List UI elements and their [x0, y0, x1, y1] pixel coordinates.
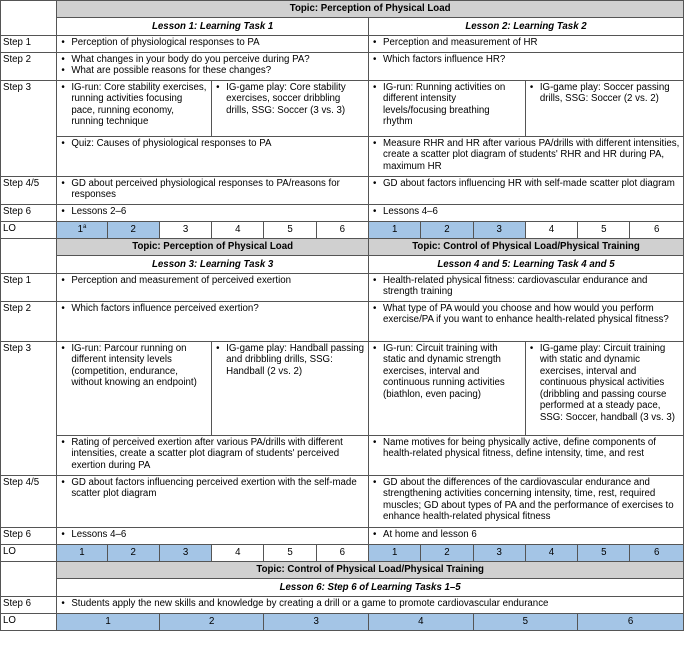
lo-cell: 5 [264, 222, 316, 239]
lo-label: LO [1, 545, 57, 562]
lo-cell: 6 [316, 222, 368, 239]
lo-cell: 4 [525, 545, 577, 562]
step-cell: • IG-game play: Core stability exercises, soccer dribbling drills, SSG: Soccer (3 vs. 3) [212, 81, 369, 137]
lo-cell: 6 [578, 614, 684, 631]
step-cell: • IG-run: Core stability exercises, running activities focusing pace, running economy, running technique [57, 81, 212, 137]
step-cell: • Perception and measurement of perceived exertion [57, 274, 369, 302]
step-label: Step 4/5 [1, 476, 57, 528]
step-cell: • At home and lesson 6 [369, 528, 684, 545]
lo-cell: 6 [630, 545, 684, 562]
lo-label: LO [1, 614, 57, 631]
step-label: Step 6 [1, 528, 57, 545]
lesson-title: Lesson 6: Step 6 of Learning Tasks 1–5 [57, 579, 684, 597]
lo-cell: 4 [212, 545, 264, 562]
step-cell: • Rating of perceived exertion after various PA/drills with different intensities, create a scatter plot diagram of students' perceived exertion during PA [57, 436, 369, 476]
step-cell: • GD about the differences of the cardiovascular endurance and strengthening activities concerning intensity, time, rest, required muscles; GD about types of PA and the performance of exercises to enhance health-related physical fitness [369, 476, 684, 528]
lo-cell: 1 [57, 545, 107, 562]
lo-cell: 1$^a$ [57, 222, 107, 239]
lo-cell: 5 [578, 222, 630, 239]
lo-cell: 3 [159, 222, 211, 239]
step-cell: • GD about perceived physiological responses to PA/reasons for responses [57, 177, 369, 205]
lo-cell: 3 [159, 545, 211, 562]
lo-cell: 1 [369, 545, 421, 562]
step-cell: • What type of PA would you choose and how would you perform exercise/PA if you want to enhance health-related physical fitness? [369, 302, 684, 342]
step-cell: • IG-game play: Handball passing and dribbling drills, SSG: Handball (2 vs. 2) [212, 342, 369, 436]
step-cell: • What changes in your body do you perceive during PA? • What are possible reasons for these changes? [57, 53, 369, 81]
step-cell: • Which factors influence HR? [369, 53, 684, 81]
step-cell: • IG-run: Parcour running on different intensity levels (competition, endurance, without knowing an endpoint) [57, 342, 212, 436]
step-label: Step 6 [1, 597, 57, 614]
step-cell: • IG-run: Running activities on different intensity levels/focusing breathing rhythm [369, 81, 526, 137]
step-cell: • Lessons 2–6 [57, 205, 369, 222]
lo-cell: 2 [421, 222, 473, 239]
step-cell: • GD about factors influencing perceived exertion with the self-made scatter plot diagram [57, 476, 369, 528]
step-cell: • Students apply the new skills and knowledge by creating a drill or a game to promote cardiovascular endurance [57, 597, 684, 614]
lo-cell: 3 [473, 545, 525, 562]
topic-header: Topic: Perception of Physical Load [57, 239, 369, 256]
step-label: Step 3 [1, 81, 57, 177]
topic-header: Topic: Perception of Physical Load [57, 1, 684, 18]
step-label: Step 6 [1, 205, 57, 222]
topic-header: Topic: Control of Physical Load/Physical Training [369, 239, 684, 256]
step-label: Step 2 [1, 302, 57, 342]
step-label: Step 3 [1, 342, 57, 476]
step-cell: • Lessons 4–6 [57, 528, 369, 545]
step-cell: • Perception of physiological responses to PA [57, 36, 369, 53]
lo-cell: 4 [369, 614, 474, 631]
lesson-title: Lesson 2: Learning Task 2 [369, 18, 684, 36]
step-label: Step 4/5 [1, 177, 57, 205]
lo-cell: 2 [421, 545, 473, 562]
lo-cell: 3 [473, 222, 525, 239]
topic-header: Topic: Control of Physical Load/Physical Training [57, 562, 684, 579]
lo-label: LO [1, 222, 57, 239]
step-cell: • IG-game play: Circuit training with static and dynamic exercises, interval and continuous physical activities (dribbling and passing course performed at a steady pace, SSG: Soccer, handball (3 vs. 3) [525, 342, 683, 436]
step-cell: • Lessons 4–6 [369, 205, 684, 222]
lo-cell: 6 [316, 545, 368, 562]
lesson-title: Lesson 3: Learning Task 3 [57, 256, 369, 274]
lo-cell: 5 [578, 545, 630, 562]
step-cell: • Which factors influence perceived exertion? [57, 302, 369, 342]
lo-cell: 5 [264, 545, 316, 562]
step-cell: • Quiz: Causes of physiological responses to PA [57, 137, 369, 177]
lo-cell: 5 [473, 614, 578, 631]
lesson-title: Lesson 4 and 5: Learning Task 4 and 5 [369, 256, 684, 274]
lo-cell: 4 [525, 222, 577, 239]
step-cell: • Name motives for being physically active, define components of health-related physical fitness, define intensity, time, and rest [369, 436, 684, 476]
lo-cell: 1 [57, 614, 160, 631]
lo-cell: 2 [107, 545, 159, 562]
corner-cell [1, 562, 57, 597]
step-cell: • Health-related physical fitness: cardiovascular endurance and strength training [369, 274, 684, 302]
step-label: Step 2 [1, 53, 57, 81]
step-cell: • Perception and measurement of HR [369, 36, 684, 53]
lo-cell: 3 [264, 614, 369, 631]
lo-cell: 1 [369, 222, 421, 239]
lo-cell: 2 [159, 614, 264, 631]
step-cell: • IG-run: Circuit training with static and dynamic strength exercises, interval and continuous running activities (biathlon, even pacing) [369, 342, 526, 436]
step-label: Step 1 [1, 274, 57, 302]
lo-cell: 6 [630, 222, 684, 239]
lesson-title: Lesson 1: Learning Task 1 [57, 18, 369, 36]
step-cell: • GD about factors influencing HR with self-made scatter plot diagram [369, 177, 684, 205]
step-cell: • Measure RHR and HR after various PA/drills with different intensities, create a scatter plot diagram of students' RHR and HR during PA, maximum HR [369, 137, 684, 177]
corner-cell [1, 239, 57, 274]
corner-cell [1, 1, 57, 36]
step-cell: • IG-game play: Soccer passing drills, SSG: Soccer (2 vs. 2) [525, 81, 683, 137]
step-label: Step 1 [1, 36, 57, 53]
lo-cell: 4 [212, 222, 264, 239]
lo-cell: 2 [107, 222, 159, 239]
